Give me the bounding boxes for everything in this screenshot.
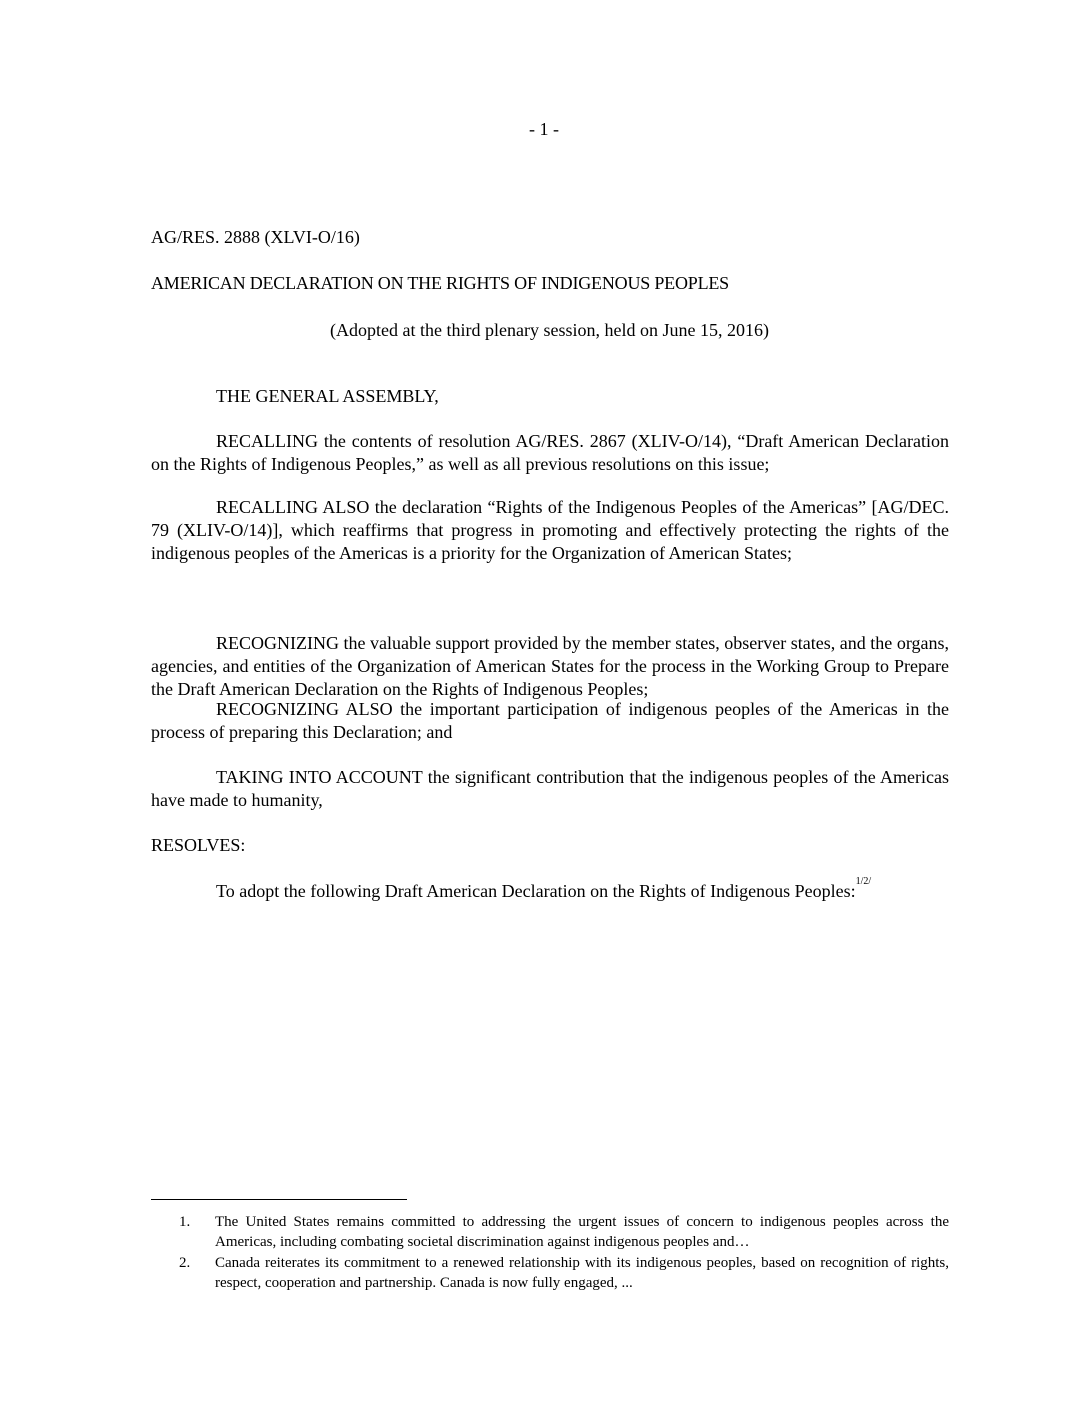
footnote-reference[interactable]: 1/2/ — [855, 876, 872, 887]
resolution-code: AG/RES. 2888 (XLVI-O/16) — [151, 227, 360, 247]
preamble-paragraph: TAKING INTO ACCOUNT the significant contribution that the indigenous peoples of the Americas have made to humanity, — [151, 767, 949, 810]
adoption-note: (Adopted at the third plenary session, held on June 15, 2016) — [330, 320, 769, 340]
general-assembly-heading: THE GENERAL ASSEMBLY, — [216, 386, 439, 406]
preamble-paragraph: RECALLING ALSO the declaration “Rights of the Indigenous Peoples of the Americas” [AG/DEC. 79 (XLIV-O/14)], which reaffirms that progress in promoting and effectively protecting the rights of the indigenous peoples of the Americas is a priority for the Organization of American States; — [151, 497, 949, 563]
footnote — [179, 1253, 949, 1293]
page-number: - 1 - — [529, 119, 559, 139]
resolves-heading: RESOLVES: — [151, 835, 246, 855]
footnote-text: Canada reiterates its commitment to a renewed relationship with its indigenous peoples, based on recognition of rights, respect, cooperation and partnership. Canada is now fully engaged, ... — [215, 1255, 949, 1291]
footnote — [179, 1212, 949, 1252]
adopt-paragraph — [216, 876, 872, 903]
footnote-separator — [151, 1199, 407, 1200]
adopt-text: To adopt the following Draft American Declaration on the Rights of Indigenous Peoples: — [216, 881, 856, 901]
footnote-number: 1. — [179, 1214, 191, 1230]
preamble-paragraph: RECOGNIZING the valuable support provided by the member states, observer states, and the organs, agencies, and entities of the Organization of American States for the process in the Working Group to Prepare the Draft American Declaration on the Rights of Indigenous Peoples; — [151, 633, 949, 699]
footnote-number: 2. — [179, 1255, 191, 1271]
preamble-paragraph: RECALLING the contents of resolution AG/RES. 2867 (XLIV-O/14), “Draft American Declaration on the Rights of Indigenous Peoples,” as well as all previous resolutions on this issue; — [151, 431, 949, 474]
document-title: AMERICAN DECLARATION ON THE RIGHTS OF INDIGENOUS PEOPLES — [151, 273, 729, 293]
footnote-text: The United States remains committed to addressing the urgent issues of concern to indigenous peoples across the Americas, including combating societal discrimination against indigenous peoples and… — [215, 1214, 949, 1250]
preamble-paragraph: RECOGNIZING ALSO the important participation of indigenous peoples of the Americas in the process of preparing this Declaration; and — [151, 699, 949, 742]
